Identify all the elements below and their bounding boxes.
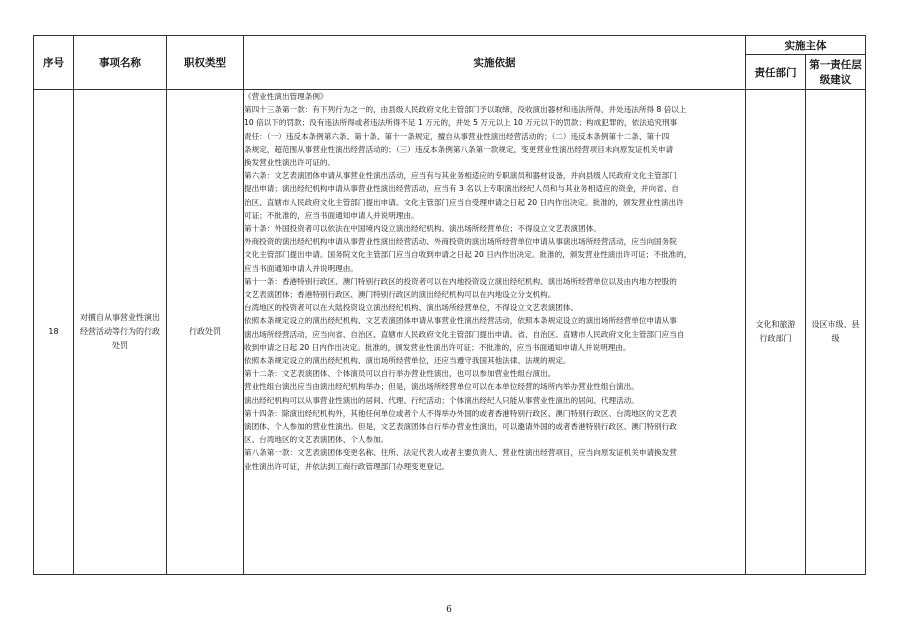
header-dept: 责任部门	[746, 55, 806, 90]
row-level-line: 设区市级、县	[811, 320, 860, 329]
header-basis: 实施依据	[244, 36, 746, 90]
row-level-line: 级	[831, 334, 840, 343]
basis-line: 营业性组台演出应当由演出经纪机构举办；但是，演出场所经营单位可以在本单位经营的场所内举办营业性组台演出。	[244, 382, 639, 392]
basis-line: 条规定，超范围从事营业性演出经营活动的；（三）违反本条例第八条第一款规定，变更营业性演出经营项目未向原发证机关申请	[244, 144, 674, 154]
page-number: 6	[446, 605, 452, 615]
header-seq: 序号	[34, 36, 74, 90]
basis-line: 依照本条规定设立的演出经纪机构、文艺表演团体申请从事营业性演出经营活动，依照本条规定设立的演出场所经营单位申请从事	[244, 316, 677, 326]
row-power-type: 行政处罚	[167, 90, 244, 575]
basis-line: 第十一条：香港特别行政区、澳门特别行政区的投资者可以在内地投资设立演出经纪机构、演出场所经营单位以及由内地方控股的	[244, 276, 677, 286]
basis-line: 第十四条：除演出经纪机构外，其他任何单位或者个人不得举办外国的或者香港特别行政区、澳门特别行政区、台湾地区的文艺表	[244, 408, 677, 418]
row-basis	[244, 90, 746, 575]
basis-line: 收到申请之日起 20 日内作出决定。批准的，颁发营业性演出许可证；不批准的，应当书面通知申请人并说明理由。	[244, 342, 631, 352]
row-item-name	[74, 90, 167, 575]
basis-line: 第六条：文艺表演团体申请从事营业性演出活动，应当有与其业务相适应的专职演员和器材设备，并向县级人民政府文化主管部门	[244, 171, 677, 181]
row-dept	[746, 90, 806, 575]
basis-line: 台湾地区的投资者可以在大陆投资设立演出经纪机构、演出场所经营单位，不得设立文艺表演团体。	[244, 303, 579, 313]
basis-line: 演出经纪机构可以从事营业性演出的居间、代理、行纪活动；个体演出经纪人只能从事营业性演出的居间、代理活动。	[244, 395, 639, 405]
basis-line: 业性演出许可证，并依法到工商行政管理部门办理变更登记。	[244, 461, 450, 471]
basis-line: 可证；不批准的，应当书面通知申请人并说明理由。	[244, 210, 419, 220]
basis-line: 《营业性演出管理条例》	[244, 92, 328, 101]
basis-line: 文艺表演团体；香港特别行政区、澳门特别行政区的演出经纪机构可以在内地设立分支机构。	[244, 290, 556, 300]
header-level	[806, 55, 866, 90]
header-power-type: 职权类型	[167, 36, 244, 90]
basis-line: 区、台湾地区的文艺表演团体、个人参加。	[244, 435, 389, 445]
basis-line: 应当书面通知申请人并说明理由。	[244, 263, 358, 273]
row-item-name-line: 对擅自从事营业性演出	[80, 313, 160, 322]
basis-line: 文化主管部门提出申请。国务院文化主管部门应当自收到申请之日起 20 日内作出决定。批准的，颁发营业性演出许可证；不批准的，	[244, 250, 692, 260]
header-item-name: 事项名称	[74, 36, 167, 90]
table-row	[34, 90, 866, 575]
basis-line: 演团体、个人参加的营业性演出。但是，文艺表演团体自行举办营业性演出，可以邀请外国的或者香港特别行政区、澳门特别行政	[244, 422, 677, 432]
basis-line: 外商投资的演出经纪机构申请从事营业性演出经营活动、外商投资的演出场所经营单位申请从事演出场所经营活动，应当向国务院	[244, 237, 677, 247]
basis-line: 第十二条：文艺表演团体、个体演员可以自行举办营业性演出，也可以参加营业性组台演出。	[244, 369, 556, 379]
basis-line: 依照本条规定设立的演出经纪机构、演出场所经营单位，还应当遵守我国其他法律、法规的规定。	[244, 356, 571, 366]
row-item-name-line: 经营活动等行为的行政	[80, 327, 160, 336]
row-item-name-line: 处罚	[112, 341, 128, 350]
basis-line: 提出申请；演出经纪机构申请从事营业性演出经营活动，应当有 3 名以上专职演出经纪人员和与其业务相适应的资金，并向省、自	[244, 184, 679, 194]
basis-line: 第八条第一款：文艺表演团体变更名称、住所、法定代表人或者主要负责人、营业性演出经营项目，应当向原发证机关申请换发营	[244, 448, 677, 458]
basis-line: 演出场所经营活动，应当向省、自治区、直辖市人民政府文化主管部门提出申请。省、自治区、直辖市人民政府文化主管部门应当自	[244, 329, 685, 339]
basis-line: 10 倍以下的罚款；没有违法所得或者违法所得不足 1 万元的，并处 5 万元以上 10 万元以下的罚款；构成犯罪的，依法追究刑事	[244, 118, 678, 128]
basis-line: 换发营业性演出许可证的。	[244, 158, 336, 168]
header-level-line2: 级建议	[819, 74, 852, 86]
row-level	[806, 90, 866, 575]
basis-line: 第十条：外国投资者可以依法在中国境内设立演出经纪机构、演出场所经营单位；不得设立文艺表演团体。	[244, 224, 601, 234]
row-dept-line: 文化和旅游	[755, 320, 796, 329]
header-subject: 实施主体	[746, 36, 866, 55]
row-seq: 18	[34, 90, 74, 575]
row-dept-line: 行政部门	[759, 334, 792, 343]
basis-line: 责任：（一）违反本条例第六条、第十条、第十一条规定，擅自从事营业性演出经营活动的；（二）违反本条例第十二条、第十四	[244, 131, 670, 141]
basis-line: 治区、直辖市人民政府文化主管部门提出申请。文化主管部门应当自受理申请之日起 20 日内作出决定。批准的，颁发营业性演出许	[244, 197, 684, 207]
authority-table	[33, 35, 866, 575]
header-level-line1: 第一责任层	[809, 59, 862, 71]
basis-line: 第四十三条第一款：有下列行为之一的，由县级人民政府文化主管部门予以取缔，没收演出器材和违法所得，并处违法所得 8 倍以上	[244, 105, 687, 115]
